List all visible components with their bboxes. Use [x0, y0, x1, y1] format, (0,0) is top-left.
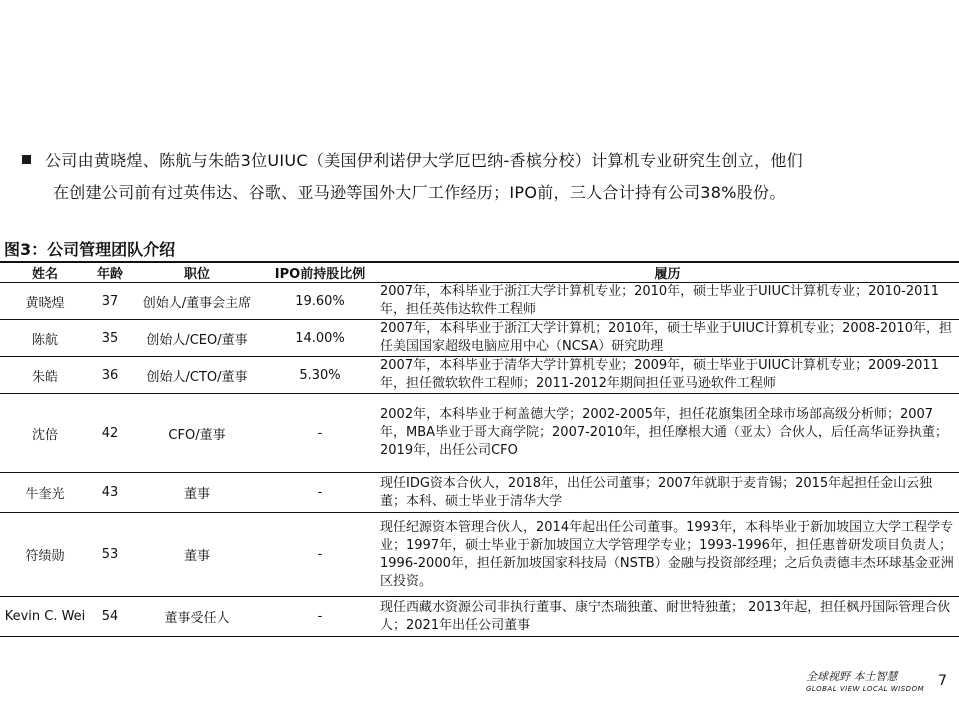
cell-role: 董事受任人: [130, 597, 264, 637]
cell-name: 朱皓: [0, 357, 90, 394]
cell-share: -: [264, 473, 376, 513]
footer-logo: [806, 670, 924, 696]
cell-role: CFO/董事: [130, 394, 264, 473]
bullet-square-icon: [22, 155, 31, 164]
cell-name: 陈航: [0, 320, 90, 357]
cell-resume: 2007年，本科毕业于清华大学计算机专业；2009年，硕士毕业于UIUC计算机专业；2009-2011年，担任微软软件工程师；2011-2012年期间担任亚马逊软件工程师: [376, 357, 959, 394]
cell-share: -: [264, 513, 376, 597]
cell-share: -: [264, 394, 376, 473]
cell-share: 5.30%: [264, 357, 376, 394]
cell-share: 19.60%: [264, 283, 376, 320]
footer-logo-cn: 全球视野 本土智慧: [806, 670, 898, 683]
cell-name: 牛奎光: [0, 473, 90, 513]
cell-role: 创始人/董事会主席: [130, 283, 264, 320]
cell-age: 35: [90, 320, 130, 357]
cell-resume: 现任纪源资本管理合伙人，2014年起出任公司董事。1993年，本科毕业于新加坡国立大学工程学专业；1997年，硕士毕业于新加坡国立大学管理学专业；1993-1996年，担任惠普研发项目负责人；1996-2000年，担任新加坡国家科技局（NSTB）金融与投资部经理；之后负责德丰杰环球基金亚洲区投资。: [376, 513, 959, 597]
header-role: 职位: [130, 263, 264, 283]
cell-age: 53: [90, 513, 130, 597]
table-header-row: [0, 263, 959, 283]
table-row: [0, 513, 959, 597]
cell-age: 37: [90, 283, 130, 320]
table-row: [0, 394, 959, 473]
intro-text-1: 公司由黄晓煌、陈航与朱皓3位UIUC（美国伊利诺伊大学厄巴纳-香槟分校）计算机专业研究生创立，他们: [45, 151, 803, 170]
cell-name: 符绩勋: [0, 513, 90, 597]
cell-share: -: [264, 597, 376, 637]
table-row: [0, 473, 959, 513]
cell-role: 董事: [130, 473, 264, 513]
header-age: 年龄: [90, 263, 130, 283]
cell-role: 创始人/CEO/董事: [130, 320, 264, 357]
cell-resume: 2007年，本科毕业于浙江大学计算机；2010年，硕士毕业于UIUC计算机专业；2008-2010年，担任美国国家超级电脑应用中心（NCSA）研究助理: [376, 320, 959, 357]
cell-resume: 现任西藏水资源公司非执行董事、康宁杰瑞独董、耐世特独董； 2013年起，担任枫丹国际管理合伙人；2021年出任公司董事: [376, 597, 959, 637]
table-row: [0, 357, 959, 394]
header-resume: 履历: [376, 263, 959, 283]
cell-role: 创始人/CTO/董事: [130, 357, 264, 394]
cell-name: Kevin C. Wei: [0, 597, 90, 637]
cell-age: 43: [90, 473, 130, 513]
header-share: IPO前持股比例: [264, 263, 376, 283]
cell-resume: 现任IDG资本合伙人，2018年，出任公司董事；2007年就职于麦肯锡；2015年起担任金山云独董；本科、硕士毕业于清华大学: [376, 473, 959, 513]
table-row: [0, 320, 959, 357]
cell-age: 54: [90, 597, 130, 637]
cell-age: 36: [90, 357, 130, 394]
header-name: 姓名: [0, 263, 90, 283]
intro-line-1: [22, 145, 942, 177]
figure-title: 图3：公司管理团队介绍: [4, 240, 176, 259]
cell-share: 14.00%: [264, 320, 376, 357]
cell-resume: 2007年，本科毕业于浙江大学计算机专业；2010年，硕士毕业于UIUC计算机专业；2010-2011年，担任英伟达软件工程师: [376, 283, 959, 320]
cell-resume: 2002年，本科毕业于柯盖德大学；2002-2005年，担任花旗集团全球市场部高级分析师；2007年，MBA毕业于哥大商学院；2007-2010年，担任摩根大通（亚太）合伙人，后任高华证券执董；2019年，出任公司CFO: [376, 394, 959, 473]
intro-paragraph: [22, 145, 942, 209]
page-number: 7: [938, 673, 947, 689]
cell-name: 沈倍: [0, 394, 90, 473]
cell-age: 42: [90, 394, 130, 473]
cell-role: 董事: [130, 513, 264, 597]
cell-name: 黄晓煌: [0, 283, 90, 320]
table-row: [0, 283, 959, 320]
intro-line-2: 在创建公司前有过英伟达、谷歌、亚马逊等国外大厂工作经历；IPO前，三人合计持有公司38%股份。: [53, 183, 786, 202]
footer-logo-en: GLOBAL VIEW LOCAL WISDOM: [806, 685, 925, 693]
management-table: [0, 263, 959, 637]
table-row: [0, 597, 959, 637]
